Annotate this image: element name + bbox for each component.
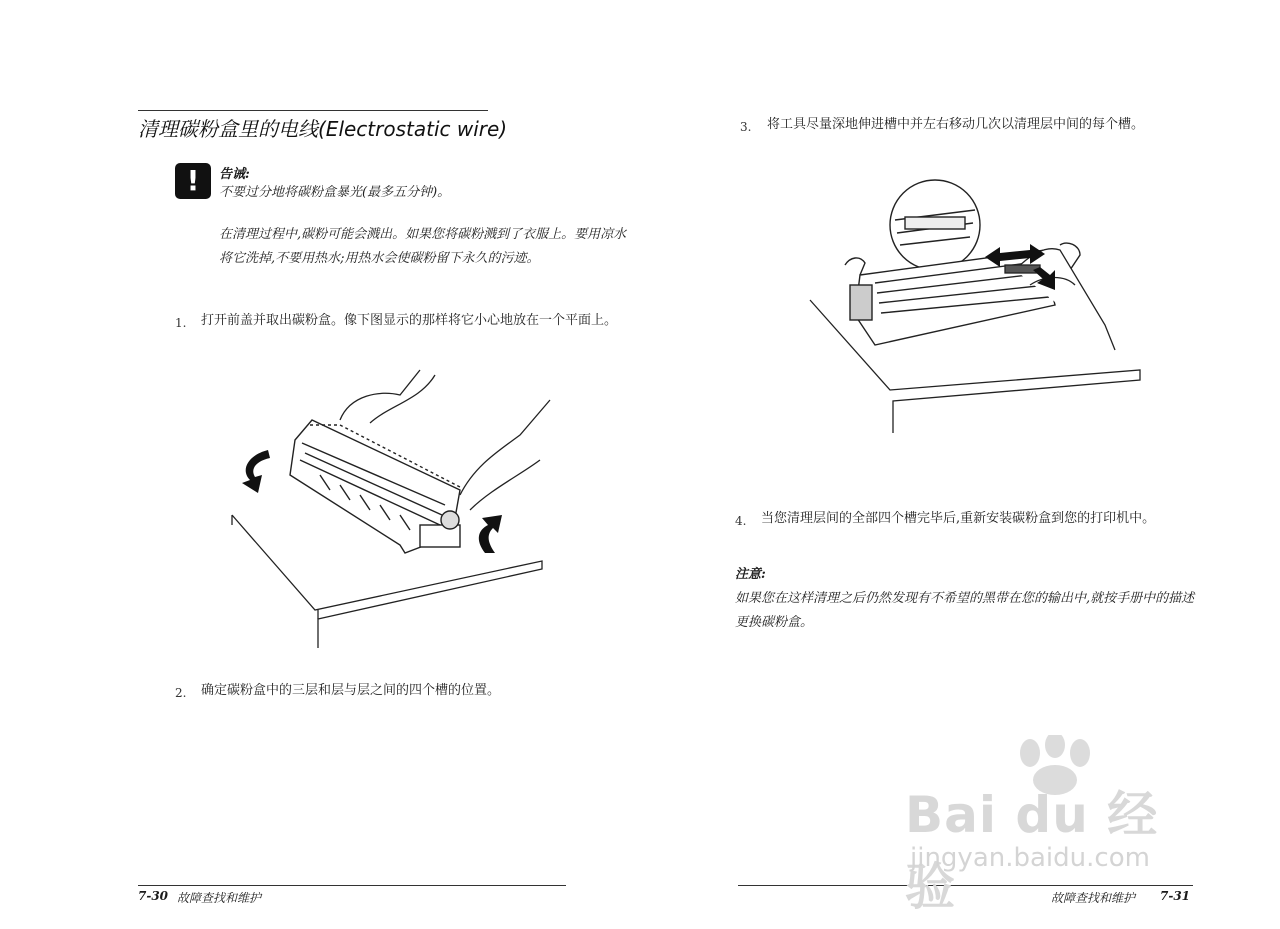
warning-heading: 告诫: [219,167,250,182]
cartridge-lift-illustration [220,365,560,655]
step-4-text: 当您清理层间的全部四个槽完毕后,重新安装碳粉盒到您的打印机中。 [761,511,1156,526]
warning-paragraph: 在清理过程中,碳粉可能会溅出。如果您将碳粉溅到了衣服上。要用凉水将它洗掉,不要用热水;用热水会使碳粉留下永久的污迹。 [219,227,627,266]
step-3-text: 将工具尽量深地伸进槽中并左右移动几次以清理层中间的每个槽。 [767,117,1145,132]
step-3-number: 3. [740,120,752,134]
warning-line: 不要过分地将碳粉盒暴光(最多五分钟)。 [219,185,451,200]
toner-cartridge [290,420,460,553]
step-1-text: 打开前盖并取出碳粉盒。像下图显示的那样将它小心地放在一个平面上。 [201,313,618,328]
rotate-arrow-right [479,515,502,553]
page-number: 7-30 [138,889,169,903]
magnifier-inset [890,180,980,270]
step-2-text: 确定碳粉盒中的三层和层与层之间的四个槽的位置。 [201,683,501,698]
step-1-number: 1. [175,316,187,330]
step-4-number: 4. [735,514,747,528]
watermark-url: jingyan.baidu.com [910,843,1150,873]
rotate-arrow-left [242,450,270,493]
title-rule [138,110,488,111]
page-number: 7-31 [1160,889,1191,903]
footer-section: 故障查找和维护 [177,891,262,905]
step-2-number: 2. [175,686,187,700]
slot-cleaning-illustration [805,175,1145,437]
footer-rule [138,885,566,886]
note-text: 如果您在这样清理之后仍然发现有不希望的黑带在您的输出中,就按手册中的描述更换碳粉盒。 [735,591,1195,630]
note-heading: 注意: [735,567,766,582]
page-title: 清理碳粉盒里的电线(Electrostatic wire) [138,117,508,141]
footer-section: 故障查找和维护 [1051,891,1136,905]
watermark-logo: Bai du 经验 [905,786,1159,916]
exclamation-icon: ! [175,163,211,199]
